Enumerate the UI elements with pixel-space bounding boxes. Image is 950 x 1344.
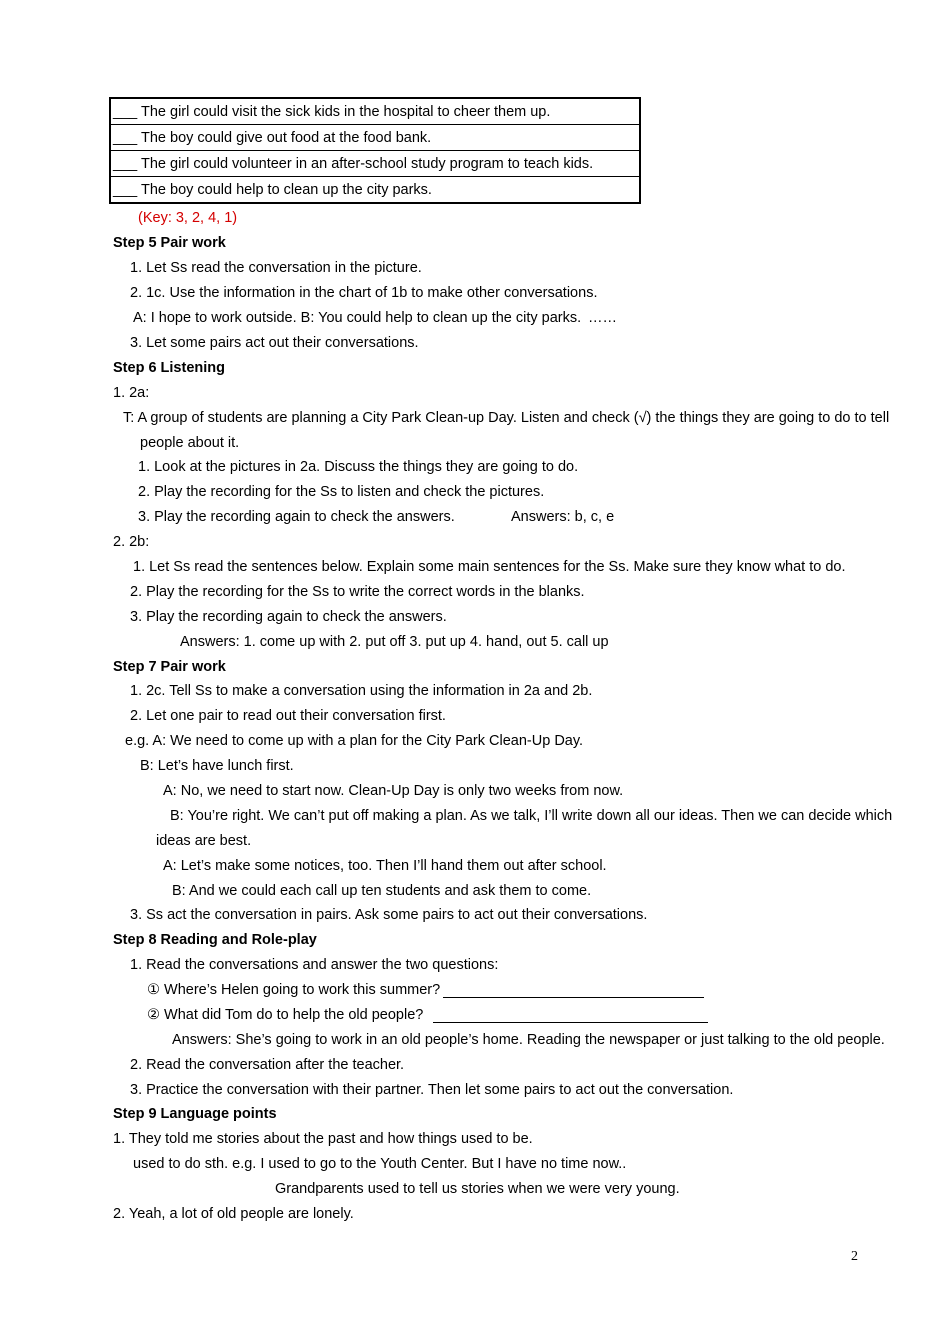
page-number: 2 xyxy=(851,1249,858,1264)
question-1: ① Where’s Helen going to work this summer? xyxy=(147,982,441,998)
row-text: The girl could volunteer in an after-school study program to teach kids. xyxy=(140,155,594,172)
answer-line[interactable] xyxy=(433,1006,708,1023)
text-line: B: You’re right. We can’t put off making a plan. As we talk, I’ll write down all our ideas. Then we can decide which xyxy=(170,808,893,824)
text-line: e.g. A: We need to come up with a plan for the City Park Clean-Up Day. xyxy=(125,733,584,749)
step8-heading: Step 8 Reading and Role-play xyxy=(113,932,317,948)
table-row xyxy=(110,98,640,125)
checklist-table xyxy=(109,97,641,204)
text-line: people about it. xyxy=(140,435,240,451)
answer-key: (Key: 3, 2, 4, 1) xyxy=(138,210,238,226)
table-row xyxy=(110,177,640,204)
answer-blank[interactable]: ___ xyxy=(113,155,138,172)
step7-heading: Step 7 Pair work xyxy=(113,659,226,675)
answers-text: Answers: b, c, e xyxy=(511,509,615,525)
answer-blank[interactable]: ___ xyxy=(113,103,138,120)
text-line: used to do sth. e.g. I used to go to the Youth Center. But I have no time now.. xyxy=(133,1156,627,1172)
text-line: 2. Let one pair to read out their conversation first. xyxy=(130,708,446,724)
answer-blank[interactable]: ___ xyxy=(113,129,138,146)
step9-heading: Step 9 Language points xyxy=(113,1106,277,1122)
text-line: T: A group of students are planning a City Park Clean-up Day. Listen and check (√) the things they are going to do to tell xyxy=(123,410,890,426)
text-line: B: Let’s have lunch first. xyxy=(140,758,294,774)
text-line: 3. Practice the conversation with their partner. Then let some pairs to act out the conversation. xyxy=(130,1082,734,1098)
text-line: 2. Play the recording for the Ss to write the correct words in the blanks. xyxy=(130,584,585,600)
text-line: A: No, we need to start now. Clean-Up Day is only two weeks from now. xyxy=(163,783,624,799)
text-line: A: I hope to work outside. B: You could help to clean up the city parks. xyxy=(133,310,582,326)
text-line: 1. Let Ss read the conversation in the picture. xyxy=(130,260,422,276)
text-line: 2. 1c. Use the information in the chart of 1b to make other conversations. xyxy=(130,285,598,301)
text-line: 1. Read the conversations and answer the two questions: xyxy=(130,957,499,973)
text-line: 2. Yeah, a lot of old people are lonely. xyxy=(113,1206,354,1222)
question-2: ② What did Tom do to help the old people? xyxy=(147,1007,424,1023)
text-line: 2. Play the recording for the Ss to listen and check the pictures. xyxy=(138,484,545,500)
text-line: 3. Ss act the conversation in pairs. Ask some pairs to act out their conversations. xyxy=(130,907,648,923)
text-line: Grandparents used to tell us stories when we were very young. xyxy=(275,1181,680,1197)
row-text: The boy could help to clean up the city parks. xyxy=(140,181,432,198)
text-line: ideas are best. xyxy=(156,833,252,849)
table-row xyxy=(110,125,640,151)
text-line: 1. They told me stories about the past and how things used to be. xyxy=(113,1131,533,1147)
text-line: 1. Look at the pictures in 2a. Discuss the things they are going to do. xyxy=(138,459,579,475)
answer-line[interactable] xyxy=(443,981,704,998)
text-line: 3. Play the recording again to check the answers. xyxy=(138,509,455,525)
text-line: 2. 2b: xyxy=(113,534,150,550)
text-line: 1. 2a: xyxy=(113,385,150,401)
answer-blank[interactable]: ___ xyxy=(113,181,138,198)
step6-heading: Step 6 Listening xyxy=(113,360,225,376)
row-text: The boy could give out food at the food bank. xyxy=(140,129,432,146)
text-line: 2. Read the conversation after the teacher. xyxy=(130,1057,405,1073)
text-line: 3. Let some pairs act out their conversations. xyxy=(130,335,419,351)
row-text: The girl could visit the sick kids in the hospital to cheer them up. xyxy=(140,103,551,120)
answers-text: Answers: She’s going to work in an old people’s home. Reading the newspaper or just talking to the old people. xyxy=(172,1032,885,1048)
text-line: 1. Let Ss read the sentences below. Explain some main sentences for the Ss. Make sure they know what to do. xyxy=(133,559,846,575)
text-line: 1. 2c. Tell Ss to make a conversation using the information in 2a and 2b. xyxy=(130,683,593,699)
table-row xyxy=(110,151,640,177)
step5-heading: Step 5 Pair work xyxy=(113,235,226,251)
text-line: 3. Play the recording again to check the answers. xyxy=(130,609,447,625)
answers-text: Answers: 1. come up with 2. put off 3. put up 4. hand, out 5. call up xyxy=(180,634,609,650)
text-line: B: And we could each call up ten students and ask them to come. xyxy=(172,883,592,899)
ellipsis: …… xyxy=(588,310,617,326)
text-line: A: Let’s make some notices, too. Then I’ll hand them out after school. xyxy=(163,858,607,874)
